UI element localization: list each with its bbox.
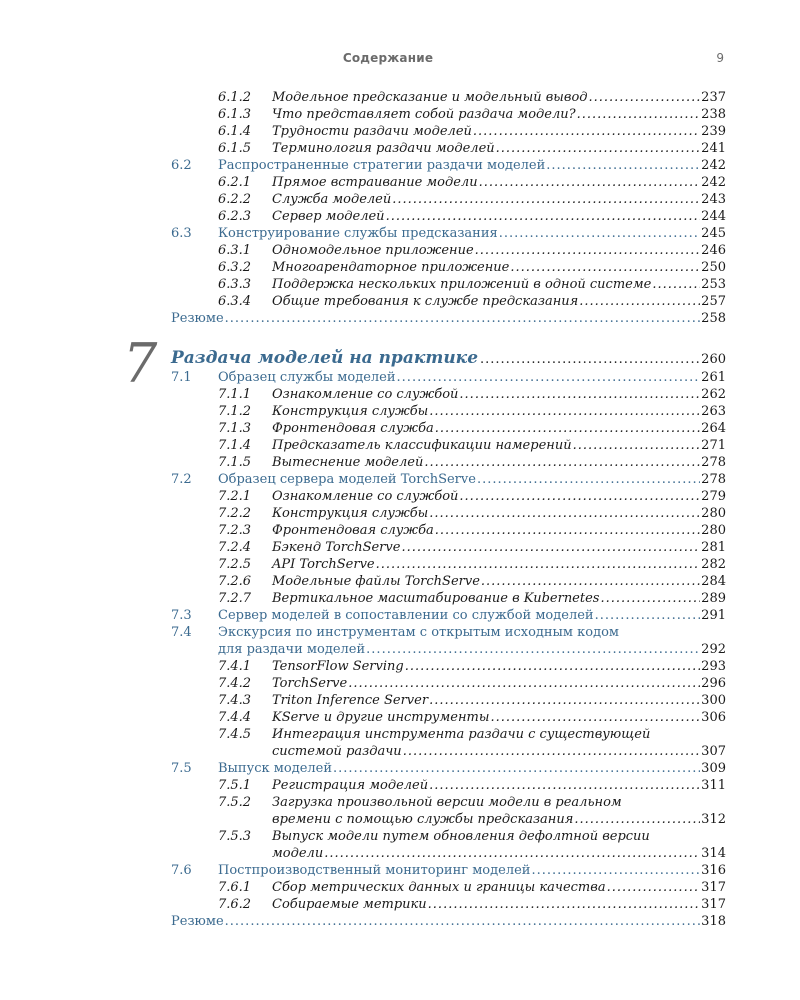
- toc-entry[interactable]: [0, 522, 800, 539]
- toc-entry-page: 278: [701, 472, 726, 487]
- toc-entry-title: Что представляет собой раздача модели?: [272, 107, 576, 122]
- toc-entry-number: 7.1: [171, 370, 192, 385]
- toc-entry-title: Образец сервера моделей TorchServe: [218, 472, 476, 487]
- toc-entry-title: Общие требования к службе предсказания: [272, 294, 579, 309]
- leader-dots: [459, 488, 700, 505]
- page-number: 9: [716, 51, 724, 65]
- toc-entry-title: Распространенные стратегии раздачи моделей: [218, 158, 546, 173]
- toc-entry[interactable]: [0, 675, 800, 692]
- toc-entry-title: Предсказатель классификации намерений: [272, 438, 572, 453]
- toc-entry-number: 6.2.2: [218, 192, 252, 207]
- toc-entry[interactable]: [0, 386, 800, 403]
- leader-dots: [473, 123, 700, 140]
- toc-entry-page: 314: [701, 846, 726, 861]
- toc-entry[interactable]: [0, 293, 800, 310]
- toc-entry-title: Модельные файлы TorchServe: [272, 574, 480, 589]
- toc-entry-title: Собираемые метрики: [272, 897, 427, 912]
- toc-entry-title: Служба моделей: [272, 192, 392, 207]
- toc-entry-title: Конструкция службы: [272, 506, 429, 521]
- toc-entry[interactable]: [0, 539, 800, 556]
- leader-dots: [392, 191, 700, 208]
- toc-entry-number: 7.6: [171, 863, 192, 878]
- toc-entry-page: 243: [701, 192, 726, 207]
- toc-entry-number: 7.2.6: [218, 574, 252, 589]
- table-of-contents: [0, 89, 800, 930]
- toc-entry-title: TorchServe: [272, 676, 348, 691]
- toc-entry-page: 271: [701, 438, 726, 453]
- toc-entry-number: 6.3.4: [218, 294, 252, 309]
- toc-entry-title: Трудности раздачи моделей: [272, 124, 472, 139]
- toc-summary-entry[interactable]: [0, 913, 800, 930]
- toc-entry-title: Модельное предсказание и модельный вывод: [272, 90, 588, 105]
- leader-dots: [386, 208, 701, 225]
- toc-entry-page: 257: [701, 294, 726, 309]
- toc-entry-number: 6.3.1: [218, 243, 252, 258]
- toc-entry-page: 238: [701, 107, 726, 122]
- toc-entry-number: 7.1.3: [218, 421, 252, 436]
- toc-entry-title: Конструкция службы: [272, 404, 429, 419]
- toc-entry[interactable]: [0, 862, 800, 879]
- toc-entry[interactable]: [0, 726, 800, 743]
- leader-dots: [589, 89, 701, 106]
- toc-entry-title: TensorFlow Serving: [272, 659, 404, 674]
- leader-dots: [475, 242, 701, 259]
- toc-entry-title: времени с помощью службы предсказания: [272, 812, 574, 827]
- toc-entry-number: 6.3.2: [218, 260, 252, 275]
- toc-entry[interactable]: [0, 845, 800, 862]
- leader-dots: [424, 454, 700, 471]
- leader-dots: [429, 505, 700, 522]
- toc-entry-number: 7.4.2: [218, 676, 252, 691]
- toc-entry[interactable]: [0, 556, 800, 573]
- leader-dots: [401, 539, 700, 556]
- toc-entry-page: 253: [701, 277, 726, 292]
- toc-entry-title: Бэкенд TorchServe: [272, 540, 401, 555]
- leader-dots: [574, 811, 700, 828]
- toc-entry-number: 6.2: [171, 158, 192, 173]
- leader-dots: [607, 879, 701, 896]
- toc-entry-number: 7.3: [171, 608, 192, 623]
- toc-entry-number: 7.4.1: [218, 659, 252, 674]
- chapter-title: Раздача моделей на практике: [171, 348, 479, 368]
- leader-dots: [573, 437, 701, 454]
- toc-entry-title: Загрузка произвольной версии модели в реальном: [272, 795, 622, 810]
- leader-dots: [479, 174, 701, 191]
- toc-entry-page: 262: [701, 387, 726, 402]
- toc-entry-title: Прямое встраивание модели: [272, 175, 478, 190]
- toc-entry-page: 292: [701, 642, 726, 657]
- toc-entry-number: 7.1.4: [218, 438, 252, 453]
- leader-dots: [499, 225, 700, 242]
- toc-entry[interactable]: [0, 896, 800, 913]
- toc-entry-page: 282: [701, 557, 726, 572]
- running-header-title: Содержание: [342, 51, 434, 65]
- toc-entry[interactable]: [0, 590, 800, 607]
- toc-entry-title: Ознакомление со службой: [272, 489, 459, 504]
- toc-entry[interactable]: [0, 573, 800, 590]
- toc-entry[interactable]: [0, 123, 800, 140]
- leader-dots: [490, 709, 700, 726]
- toc-entry-number: 7.2.3: [218, 523, 252, 538]
- toc-entry[interactable]: [0, 641, 800, 658]
- toc-entry-title: Экскурсия по инструментам с открытым исходным кодом: [218, 625, 620, 640]
- toc-entry[interactable]: [0, 828, 800, 845]
- leader-dots: [366, 641, 700, 658]
- toc-entry[interactable]: [0, 369, 800, 386]
- toc-entry[interactable]: [0, 140, 800, 157]
- toc-entry-page: 312: [701, 812, 726, 827]
- leader-dots: [324, 845, 700, 862]
- toc-entry-number: 7.4: [171, 625, 192, 640]
- toc-entry[interactable]: [0, 811, 800, 828]
- toc-entry-page: 293: [701, 659, 726, 674]
- leader-dots: [510, 259, 700, 276]
- toc-entry[interactable]: [0, 607, 800, 624]
- leader-dots: [477, 471, 700, 488]
- toc-entry[interactable]: [0, 259, 800, 276]
- toc-entry-title: Сервер моделей: [272, 209, 385, 224]
- toc-entry-page: 291: [701, 608, 726, 623]
- toc-entry-number: 6.2.3: [218, 209, 252, 224]
- running-header: [0, 48, 800, 68]
- toc-entry[interactable]: [0, 879, 800, 896]
- toc-entry-title: модели: [272, 846, 324, 861]
- toc-entry-number: 7.4.5: [218, 727, 252, 742]
- toc-summary-entry[interactable]: [0, 310, 800, 327]
- toc-entry-title: Сервер моделей в сопоставлении со службой моделей: [218, 608, 594, 623]
- toc-entry-title: Сбор метрических данных и границы качества: [272, 880, 606, 895]
- toc-entry[interactable]: [0, 174, 800, 191]
- toc-entry-page: 318: [701, 914, 726, 929]
- toc-entry-page: 281: [701, 540, 726, 555]
- leader-dots: [429, 692, 700, 709]
- toc-entry-number: 6.1.2: [218, 90, 252, 105]
- chapter-page: 260: [701, 352, 726, 367]
- toc-entry-page: 306: [701, 710, 726, 725]
- toc-entry[interactable]: [0, 760, 800, 777]
- toc-entry-number: 7.2.2: [218, 506, 252, 521]
- toc-entry-title: Поддержка нескольких приложений в одной системе: [272, 277, 652, 292]
- toc-entry-number: 7.5: [171, 761, 192, 776]
- toc-entry-title: Резюме: [171, 914, 224, 929]
- toc-entry[interactable]: [0, 692, 800, 709]
- toc-entry-number: 7.2: [171, 472, 192, 487]
- toc-entry-number: 7.5.3: [218, 829, 252, 844]
- toc-entry-page: 244: [701, 209, 726, 224]
- toc-entry-page: 264: [701, 421, 726, 436]
- toc-entry-number: 6.1.4: [218, 124, 252, 139]
- toc-entry-title: Вытеснение моделей: [272, 455, 424, 470]
- toc-entry-title: Выпуск модели путем обновления дефолтной версии: [272, 829, 650, 844]
- toc-entry[interactable]: [0, 276, 800, 293]
- toc-entry-page: 263: [701, 404, 726, 419]
- leader-dots: [546, 157, 700, 174]
- toc-entry[interactable]: [0, 157, 800, 174]
- toc-entry[interactable]: [0, 709, 800, 726]
- leader-dots: [577, 106, 701, 123]
- toc-section-7: [0, 369, 800, 930]
- leader-dots: [225, 913, 701, 930]
- chapter-number: 7: [123, 332, 158, 395]
- leader-dots: [428, 896, 701, 913]
- toc-entry-title: Резюме: [171, 311, 224, 326]
- toc-entry[interactable]: [0, 89, 800, 106]
- toc-entry-page: 261: [701, 370, 726, 385]
- toc-entry-title: для раздачи моделей: [218, 642, 366, 657]
- toc-entry-number: 7.2.7: [218, 591, 252, 606]
- toc-entry[interactable]: [0, 624, 800, 641]
- leader-dots: [481, 573, 700, 590]
- leader-dots: [405, 658, 700, 675]
- toc-entry[interactable]: [0, 454, 800, 471]
- toc-entry-page: 317: [701, 880, 726, 895]
- toc-entry-page: 250: [701, 260, 726, 275]
- leader-dots: [496, 140, 701, 157]
- toc-entry-page: 289: [701, 591, 726, 606]
- toc-entry-page: 280: [701, 506, 726, 521]
- toc-entry-page: 311: [701, 778, 726, 793]
- toc-entry-page: 284: [701, 574, 726, 589]
- toc-entry-title: Triton Inference Server: [272, 693, 429, 708]
- toc-entry[interactable]: [0, 191, 800, 208]
- toc-entry-page: 242: [701, 158, 726, 173]
- leader-dots: [459, 386, 700, 403]
- toc-entry-title: Образец службы моделей: [218, 370, 396, 385]
- toc-entry-number: 7.2.1: [218, 489, 252, 504]
- toc-entry[interactable]: [0, 777, 800, 794]
- toc-entry-page: 241: [701, 141, 726, 156]
- toc-entry-number: 7.2.5: [218, 557, 252, 572]
- toc-entry-title: системой раздачи: [272, 744, 402, 759]
- leader-dots: [600, 590, 700, 607]
- toc-entry-number: 6.3.3: [218, 277, 252, 292]
- toc-entry-title: Многоарендаторное приложение: [272, 260, 510, 275]
- toc-entry-number: 7.1.2: [218, 404, 252, 419]
- toc-entry-number: 6.1.3: [218, 107, 252, 122]
- toc-entry-page: 316: [701, 863, 726, 878]
- toc-entry[interactable]: [0, 505, 800, 522]
- toc-entry[interactable]: [0, 403, 800, 420]
- toc-entry-page: 278: [701, 455, 726, 470]
- toc-entry-number: 6.2.1: [218, 175, 252, 190]
- toc-entry-page: 280: [701, 523, 726, 538]
- toc-entry-number: 7.5.1: [218, 778, 252, 793]
- leader-dots: [579, 293, 700, 310]
- leader-dots: [397, 369, 701, 386]
- toc-entry[interactable]: [0, 208, 800, 225]
- toc-entry[interactable]: [0, 420, 800, 437]
- toc-entry-number: 7.6.2: [218, 897, 252, 912]
- toc-entry-page: 307: [701, 744, 726, 759]
- toc-entry-number: 7.2.4: [218, 540, 252, 555]
- leader-dots: [435, 420, 700, 437]
- toc-entry[interactable]: [0, 225, 800, 242]
- toc-entry[interactable]: [0, 242, 800, 259]
- leader-dots: [225, 310, 701, 327]
- toc-entry[interactable]: [0, 743, 800, 760]
- leader-dots: [652, 276, 700, 293]
- toc-entry[interactable]: [0, 471, 800, 488]
- toc-entry-title: Выпуск моделей: [218, 761, 333, 776]
- leader-dots: [403, 743, 700, 760]
- leader-dots: [531, 862, 700, 879]
- toc-entry-number: 7.1.5: [218, 455, 252, 470]
- toc-entry-page: 246: [701, 243, 726, 258]
- toc-entry-page: 309: [701, 761, 726, 776]
- toc-entry-number: 7.6.1: [218, 880, 252, 895]
- toc-entry[interactable]: [0, 437, 800, 454]
- toc-entry-title: Интеграция инструмента раздачи с существующей: [272, 727, 651, 742]
- toc-entry-number: 6.3: [171, 226, 192, 241]
- toc-entry-title: Терминология раздачи моделей: [272, 141, 495, 156]
- toc-section-6-continued: [0, 89, 800, 327]
- toc-entry-title: API TorchServe: [272, 557, 375, 572]
- leader-dots: [348, 675, 700, 692]
- leader-dots: [595, 607, 701, 624]
- toc-entry-page: 245: [701, 226, 726, 241]
- leader-dots: [480, 352, 699, 367]
- toc-entry-number: 6.1.5: [218, 141, 252, 156]
- toc-entry-page: 242: [701, 175, 726, 190]
- toc-entry[interactable]: [0, 658, 800, 675]
- toc-entry-page: 237: [701, 90, 726, 105]
- toc-entry[interactable]: [0, 488, 800, 505]
- leader-dots: [435, 522, 700, 539]
- toc-entry-page: 258: [701, 311, 726, 326]
- toc-entry-page: 317: [701, 897, 726, 912]
- toc-entry-number: 7.4.4: [218, 710, 252, 725]
- toc-entry-title: Регистрация моделей: [272, 778, 429, 793]
- toc-entry-page: 239: [701, 124, 726, 139]
- toc-entry-title: Постпроизводственный мониторинг моделей: [218, 863, 531, 878]
- toc-entry-title: Конструирование службы предсказания: [218, 226, 498, 241]
- toc-entry[interactable]: [0, 106, 800, 123]
- leader-dots: [429, 777, 700, 794]
- toc-entry-title: Ознакомление со службой: [272, 387, 459, 402]
- toc-entry-title: KServe и другие инструменты: [272, 710, 490, 725]
- toc-entry-number: 7.4.3: [218, 693, 252, 708]
- leader-dots: [333, 760, 700, 777]
- toc-entry-number: 7.1.1: [218, 387, 252, 402]
- leader-dots: [376, 556, 701, 573]
- toc-entry-title: Вертикальное масштабирование в Kubernetes: [272, 591, 600, 606]
- toc-entry-page: 300: [701, 693, 726, 708]
- toc-entry-page: 279: [701, 489, 726, 504]
- toc-entry[interactable]: [0, 794, 800, 811]
- toc-entry-title: Одномодельное приложение: [272, 243, 474, 258]
- toc-entry-title: Фронтендовая служба: [272, 421, 434, 436]
- toc-entry-number: 7.5.2: [218, 795, 252, 810]
- toc-entry-title: Фронтендовая служба: [272, 523, 434, 538]
- toc-entry-page: 296: [701, 676, 726, 691]
- leader-dots: [429, 403, 700, 420]
